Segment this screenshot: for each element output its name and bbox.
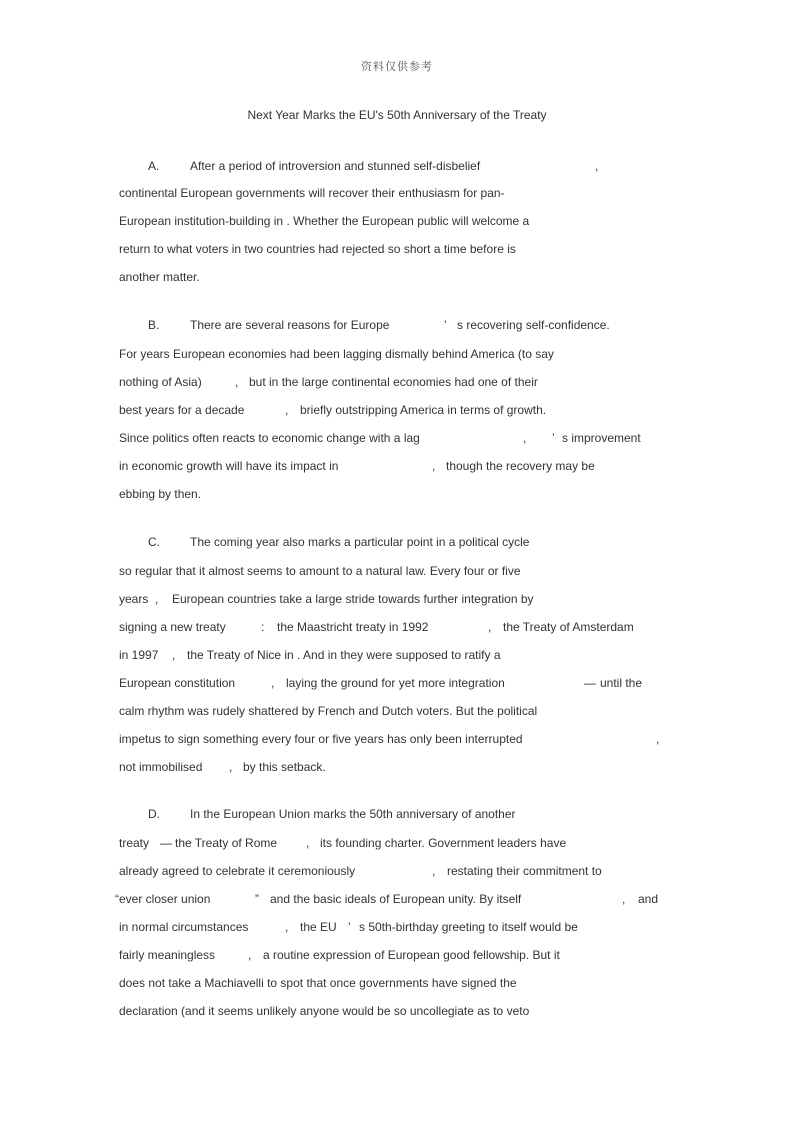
text-segment: best years for a decade <box>119 403 245 417</box>
text-segment: European constitution <box>119 676 236 690</box>
text-segment: , <box>248 948 252 962</box>
text-segment: continental European governments will recover their enthusiasm for pan- <box>119 186 505 200</box>
text-segment: , <box>622 892 626 906</box>
text-segment: , <box>285 920 289 934</box>
text-segment: the Treaty of Nice in . And in they were supposed to ratify a <box>187 648 501 662</box>
text-segment: , <box>229 760 233 774</box>
text-segment: , <box>285 403 289 417</box>
text-segment: so regular that it almost seems to amount to a natural law. Every four or five <box>119 564 521 578</box>
text-segment: a routine expression of European good fellowship. But it <box>263 948 560 962</box>
text-segment: Since politics often reacts to economic change with a lag <box>119 431 420 445</box>
text-segment: The coming year also marks a particular point in a political cycle <box>190 535 530 549</box>
text-segment: but in the large continental economies had one of their <box>249 375 538 389</box>
text-segment: After a period of introversion and stunned self-disbelief <box>190 159 481 173</box>
text-segment: European countries take a large stride towards further integration by <box>172 592 534 606</box>
text-segment: For years European economies had been lagging dismally behind America (to say <box>119 347 554 361</box>
text-segment: the EU <box>300 920 337 934</box>
text-segment: “ever closer union <box>115 892 211 906</box>
text-segment: s recovering self-confidence. <box>457 318 610 332</box>
text-segment: return to what voters in two countries had rejected so short a time before is <box>119 242 516 256</box>
text-segment: ’ <box>444 318 447 332</box>
text-segment: in economic growth will have its impact in <box>119 459 339 473</box>
text-segment: ” <box>255 892 259 906</box>
text-segment: , <box>488 620 492 634</box>
text-segment: D. <box>148 807 160 821</box>
text-segment: impetus to sign something every four or five years has only been interrupted <box>119 732 523 746</box>
text-segment: does not take a Machiavelli to spot that once governments have signed the <box>119 976 517 990</box>
text-segment: There are several reasons for Europe <box>190 318 390 332</box>
text-segment: , <box>656 732 660 746</box>
text-segment: fairly meaningless <box>119 948 216 962</box>
text-segment: ’ <box>552 431 555 445</box>
text-segment: — <box>160 836 172 850</box>
text-segment: A. <box>148 159 160 173</box>
text-segment: ’ <box>348 920 351 934</box>
text-segment: and the basic ideals of European unity. By itself <box>270 892 522 906</box>
text-segment: calm rhythm was rudely shattered by French and Dutch voters. But the political <box>119 704 538 718</box>
text-segment: in normal circumstances <box>119 920 249 934</box>
text-segment: s 50th-birthday greeting to itself would be <box>359 920 578 934</box>
text-segment: its founding charter. Government leaders have <box>320 836 567 850</box>
text-segment: the Maastricht treaty in 1992 <box>277 620 429 634</box>
text-segment: treaty <box>119 836 150 850</box>
text-segment: in 1997 <box>119 648 159 662</box>
text-segment: until the <box>600 676 643 690</box>
text-segment: , <box>523 431 527 445</box>
text-segment: , <box>271 676 275 690</box>
text-segment: — <box>584 676 596 690</box>
text-segment: already agreed to celebrate it ceremoniously <box>119 864 356 878</box>
text-segment: laying the ground for yet more integration <box>286 676 505 690</box>
text-segment: C. <box>148 535 160 549</box>
document-title: Next Year Marks the EU's 50th Anniversary of the Treaty <box>247 108 547 122</box>
text-segment: , <box>155 592 159 606</box>
text-segment: In the European Union marks the 50th anniversary of another <box>190 807 516 821</box>
text-segment: nothing of Asia) <box>119 375 202 389</box>
text-segment: the Treaty of Rome <box>175 836 278 850</box>
text-segment: years <box>119 592 149 606</box>
text-segment: : <box>261 620 265 634</box>
text-segment: , <box>306 836 310 850</box>
text-segment: declaration (and it seems unlikely anyone would be so uncollegiate as to veto <box>119 1004 530 1018</box>
text-segment: though the recovery may be <box>446 459 595 473</box>
text-segment: not immobilised <box>119 760 203 774</box>
text-segment: ebbing by then. <box>119 487 202 501</box>
text-segment: restating their commitment to <box>447 864 602 878</box>
text-segment: B. <box>148 318 160 332</box>
text-segment: by this setback. <box>243 760 326 774</box>
page-header: 资料仅供参考 <box>361 60 433 73</box>
text-segment: , <box>235 375 239 389</box>
text-segment: , <box>172 648 176 662</box>
text-segment: signing a new treaty <box>119 620 226 634</box>
text-segment: s improvement <box>562 431 641 445</box>
text-segment: and <box>638 892 659 906</box>
text-segment: , <box>595 159 599 173</box>
text-segment: the Treaty of Amsterdam <box>503 620 634 634</box>
text-segment: briefly outstripping America in terms of growth. <box>300 403 547 417</box>
text-segment: another matter. <box>119 270 200 284</box>
text-segment: , <box>432 864 436 878</box>
text-segment: European institution-building in . Whether the European public will welcome a <box>119 214 530 228</box>
text-segment: , <box>432 459 436 473</box>
